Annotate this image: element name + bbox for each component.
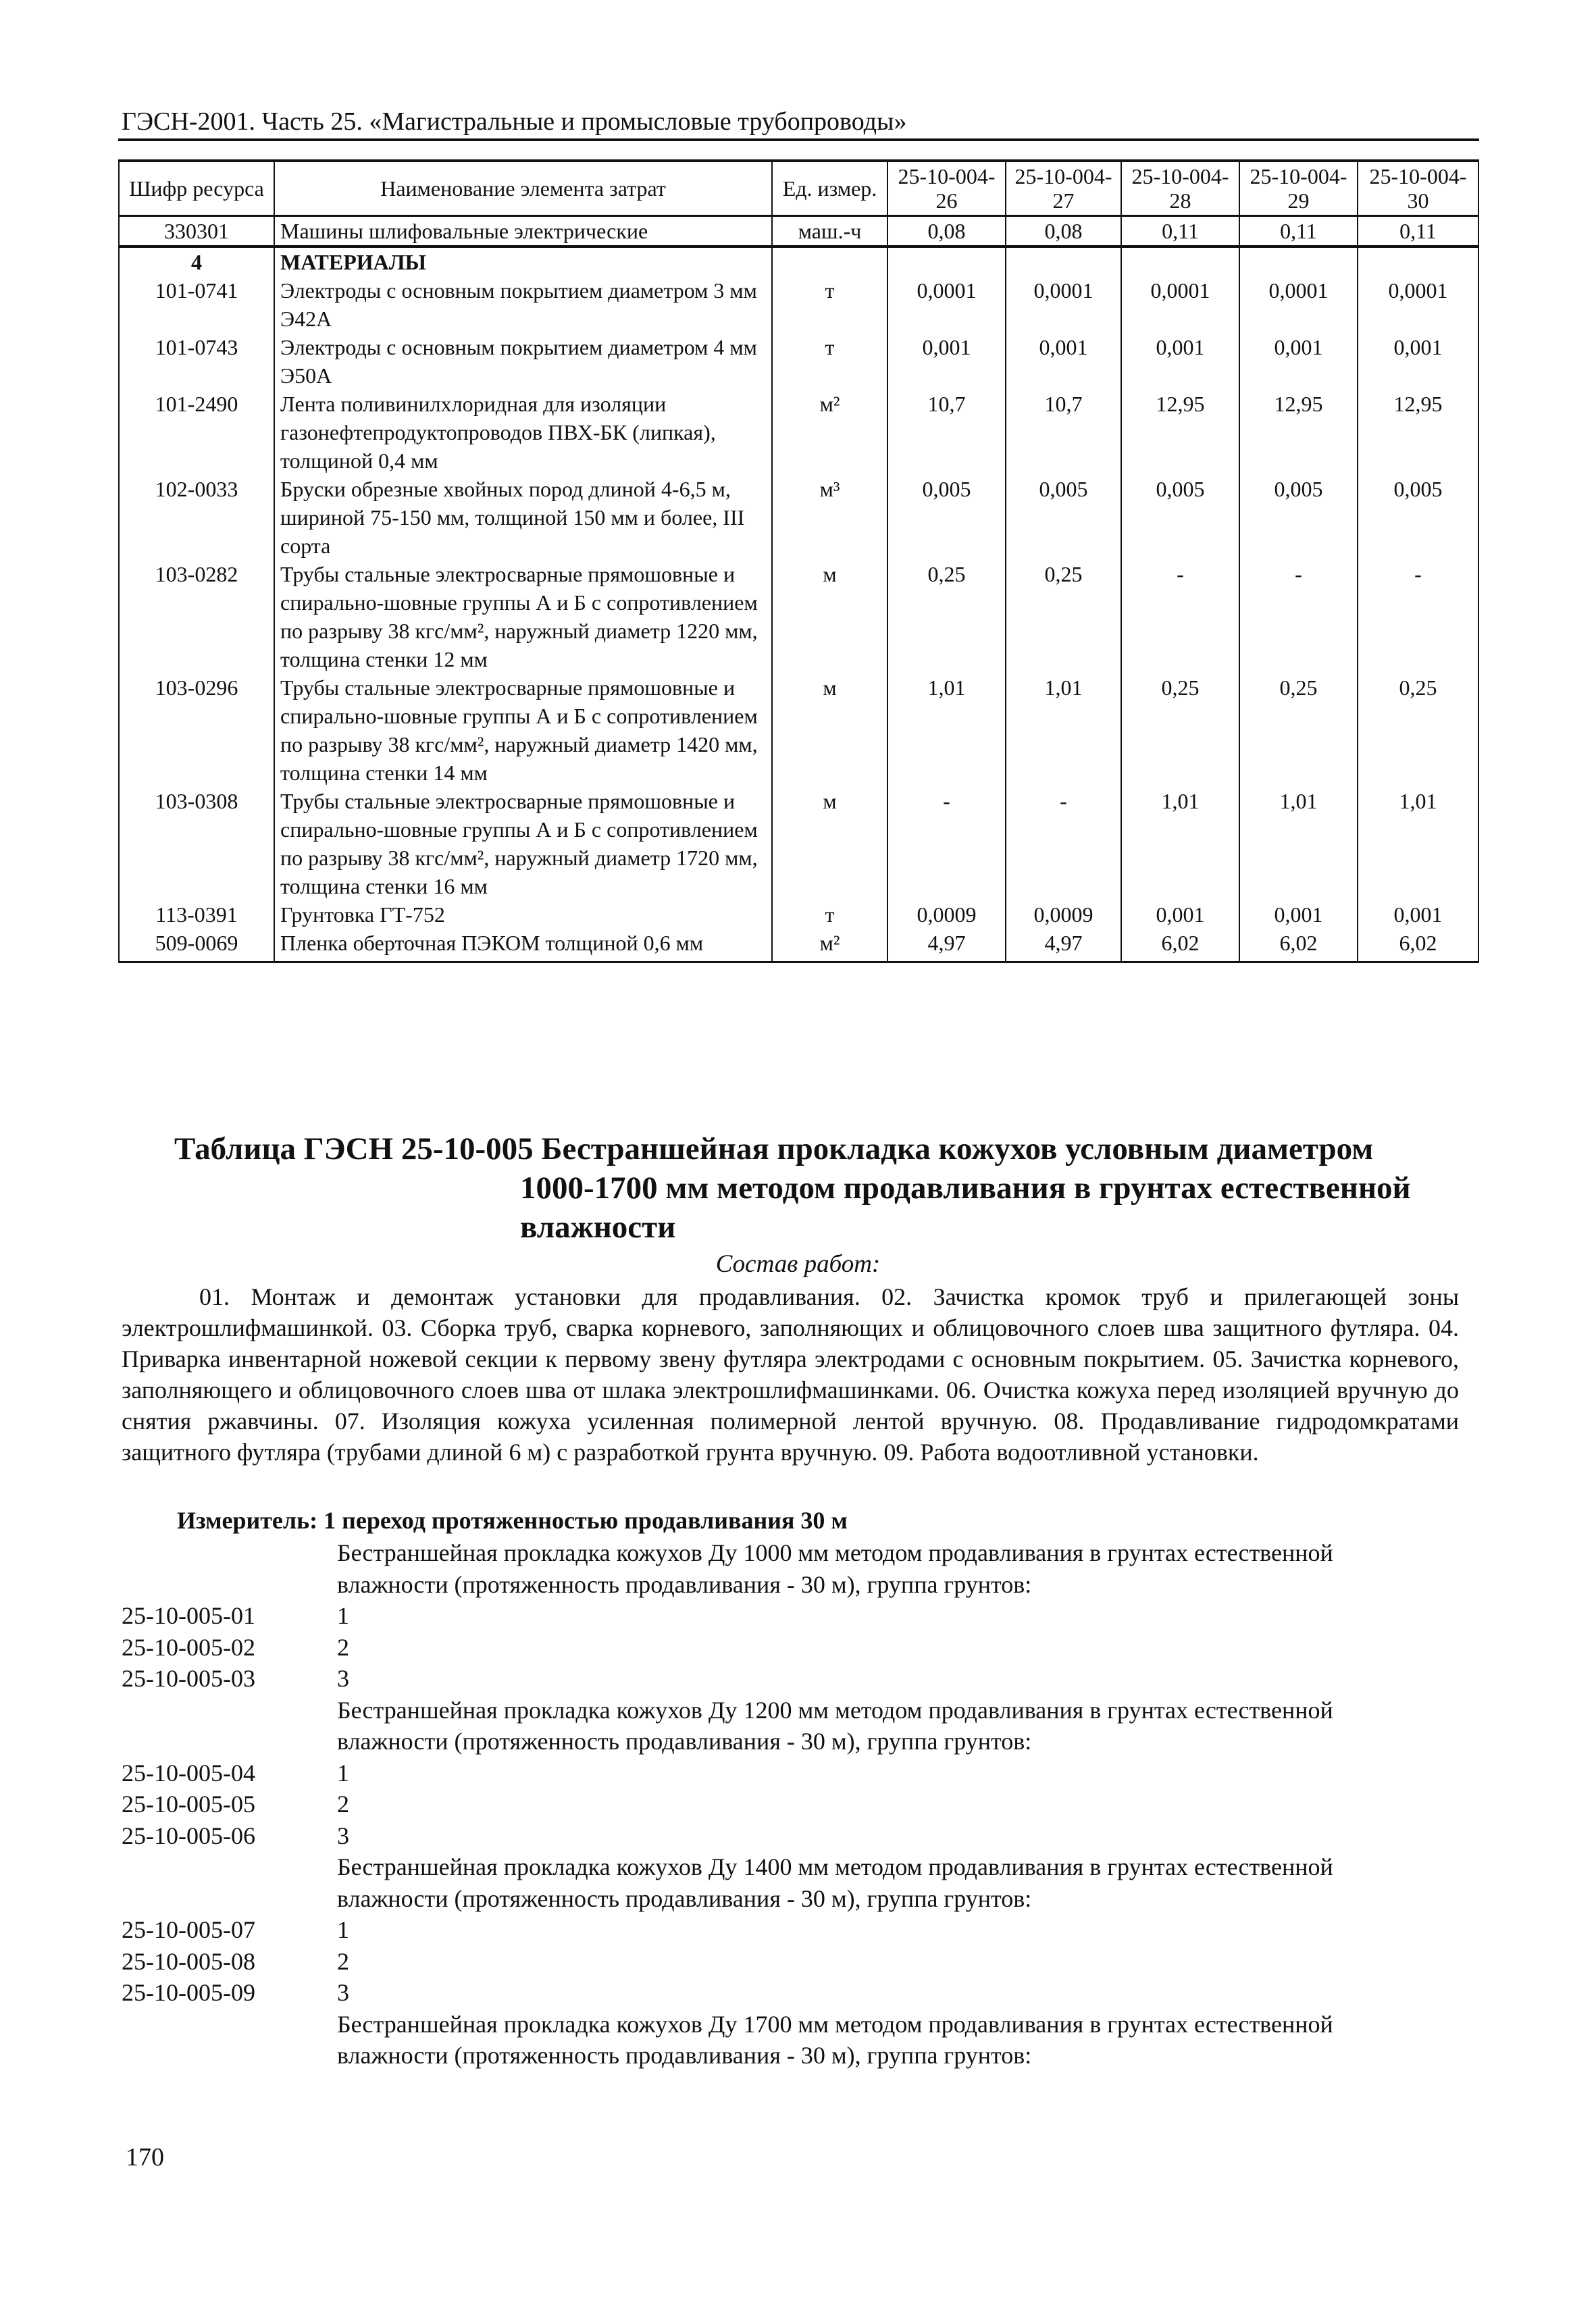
value-cell: 10,7 bbox=[1006, 390, 1121, 475]
soil-group: 2 bbox=[337, 1791, 349, 1818]
norm-code: 25-10-005-01 bbox=[122, 1602, 255, 1629]
value-cell: 4,97 bbox=[887, 929, 1006, 962]
norm-row bbox=[122, 1632, 1337, 1664]
resource-code: 103-0296 bbox=[119, 673, 274, 787]
section-title bbox=[174, 1129, 1491, 1247]
value-cell: 0,001 bbox=[1358, 900, 1478, 929]
value-cell: - bbox=[1121, 560, 1239, 673]
value-cell: 0,11 bbox=[1239, 216, 1358, 247]
value-cell: 0,005 bbox=[887, 475, 1006, 560]
norm-row bbox=[122, 1600, 1337, 1632]
value-cell: 1,01 bbox=[1358, 787, 1478, 900]
table-row bbox=[119, 900, 1478, 929]
unit: т bbox=[772, 900, 887, 929]
value-cell: 0,001 bbox=[1121, 333, 1239, 390]
value-cell: 0,0001 bbox=[887, 276, 1006, 333]
page-number: 170 bbox=[126, 2143, 164, 2171]
table-row bbox=[119, 560, 1478, 673]
table-header-row bbox=[119, 161, 1478, 216]
resource-name: Бруски обрезные хвойных пород длиной 4-6,5 м, шириной 75-150 мм, толщиной 150 мм и более, III сорта bbox=[274, 475, 772, 560]
resource-code: 103-0282 bbox=[119, 560, 274, 673]
resource-code: 509-0069 bbox=[119, 929, 274, 962]
norm-row bbox=[122, 1789, 1337, 1820]
soil-group: 3 bbox=[337, 1822, 349, 1849]
table-row bbox=[119, 276, 1478, 333]
resource-name: Грунтовка ГТ-752 bbox=[274, 900, 772, 929]
table-row bbox=[119, 475, 1478, 560]
value-cell: 0,11 bbox=[1121, 216, 1239, 247]
value-cell: 12,95 bbox=[1239, 390, 1358, 475]
value-cell: 1,01 bbox=[1006, 673, 1121, 787]
norm-row bbox=[122, 1663, 1337, 1695]
soil-group: 2 bbox=[337, 1633, 349, 1661]
column-header: Ед. измер. bbox=[772, 161, 887, 216]
resource-name: Пленка оберточная ПЭКОМ толщиной 0,6 мм bbox=[274, 929, 772, 962]
table-row bbox=[119, 673, 1478, 787]
value-cell: 1,01 bbox=[1121, 787, 1239, 900]
value-cell: 0,001 bbox=[1006, 333, 1121, 390]
group-description: Бестраншейная прокладка кожухов Ду 1000 мм методом продавливания в грунтах естественной влажности (протяженность продавливания - 30 м), группа грунтов: bbox=[337, 1539, 1333, 1598]
column-header: Шифр ресурса bbox=[119, 161, 274, 216]
norm-row bbox=[122, 1820, 1337, 1852]
resource-code: 330301 bbox=[119, 216, 274, 247]
resource-name: Трубы стальные электросварные прямошовные и спирально-шовные группы А и Б с сопротивлением по разрыву 38 кгс/мм², наружный диаметр 1720 мм, толщина стенки 16 мм bbox=[274, 787, 772, 900]
soil-group: 3 bbox=[337, 1665, 349, 1692]
soil-group: 1 bbox=[337, 1916, 349, 1943]
value-cell: 0,001 bbox=[1358, 333, 1478, 390]
value-cell: 10,7 bbox=[887, 390, 1006, 475]
norm-code: 25-10-005-03 bbox=[122, 1665, 255, 1692]
norm-row bbox=[122, 1946, 1337, 1978]
column-header: 25-10-004-27 bbox=[1006, 161, 1121, 216]
value-cell: 0,0009 bbox=[1006, 900, 1121, 929]
column-header: 25-10-004-30 bbox=[1358, 161, 1478, 216]
value-cell: 0,08 bbox=[887, 216, 1006, 247]
value-cell: 0,08 bbox=[1006, 216, 1121, 247]
value-cell: 0,25 bbox=[1006, 560, 1121, 673]
value-cell: - bbox=[887, 787, 1006, 900]
value-cell bbox=[1358, 247, 1478, 276]
norm-code: 25-10-005-04 bbox=[122, 1759, 255, 1786]
value-cell: - bbox=[1239, 560, 1358, 673]
value-cell: 0,005 bbox=[1239, 475, 1358, 560]
unit: м bbox=[772, 787, 887, 900]
value-cell: 0,005 bbox=[1358, 475, 1478, 560]
column-header: 25-10-004-26 bbox=[887, 161, 1006, 216]
soil-group: 2 bbox=[337, 1947, 349, 1975]
value-cell: 12,95 bbox=[1358, 390, 1478, 475]
norm-code: 25-10-005-02 bbox=[122, 1633, 255, 1661]
unit bbox=[772, 247, 887, 276]
resource-table bbox=[118, 159, 1479, 963]
value-cell: 0,001 bbox=[1239, 333, 1358, 390]
resource-name: Трубы стальные электросварные прямошовные и спирально-шовные группы А и Б с сопротивлением по разрыву 38 кгс/мм², наружный диаметр 1420 мм, толщина стенки 14 мм bbox=[274, 673, 772, 787]
norm-row bbox=[122, 1977, 1337, 2009]
value-cell: 0,001 bbox=[887, 333, 1006, 390]
value-cell: 1,01 bbox=[1239, 787, 1358, 900]
group-description: Бестраншейная прокладка кожухов Ду 1700 мм методом продавливания в грунтах естественной влажности (протяженность продавливания - 30 м), группа грунтов: bbox=[337, 2010, 1333, 2069]
group-description: Бестраншейная прокладка кожухов Ду 1200 мм методом продавливания в грунтах естественной влажности (протяженность продавливания - 30 м), группа грунтов: bbox=[337, 1696, 1333, 1755]
table-row bbox=[119, 247, 1478, 276]
value-cell: 0,0009 bbox=[887, 900, 1006, 929]
norm-groups bbox=[122, 1537, 1337, 2072]
value-cell: 0,0001 bbox=[1006, 276, 1121, 333]
value-cell: 6,02 bbox=[1239, 929, 1358, 962]
table-row bbox=[119, 216, 1478, 247]
value-cell bbox=[1121, 247, 1239, 276]
resource-name: Машины шлифовальные электрические bbox=[274, 216, 772, 247]
title-line-3: влажности bbox=[520, 1210, 676, 1245]
table-row bbox=[119, 929, 1478, 962]
resource-code: 103-0308 bbox=[119, 787, 274, 900]
composition-text: 01. Монтаж и демонтаж установки для продавливания. 02. Зачистка кромок труб и прилегающей зоны электрошлифмашинкой. 03. Сборка труб, сварка корневого, заполняющих и облицовочного слоев шва защитного футляра. 04. Приварка инвентарной ножевой секции к первому звену футляра электродами с основным покрытием. 05. Зачистка корневого, заполняющего и облицовочного слоев шва от шлака электрошлифмашинками. 06. Очистка кожуха перед изоляцией вручную до снятия ржавчины. 07. Изоляция кожуха усиленная полимерной лентой вручную. 08. Продавливание гидродомкратами защитного футляра (трубами длиной 6 м) с разработкой грунта вручную. 09. Работа водоотливной установки. bbox=[122, 1283, 1459, 1466]
resource-name: Электроды с основным покрытием диаметром 3 мм Э42А bbox=[274, 276, 772, 333]
unit: т bbox=[772, 276, 887, 333]
measure-unit: Измеритель: 1 переход протяженностью продавливания 30 м bbox=[177, 1507, 848, 1534]
column-header: 25-10-004-29 bbox=[1239, 161, 1358, 216]
unit: маш.-ч bbox=[772, 216, 887, 247]
resource-name: МАТЕРИАЛЫ bbox=[274, 247, 772, 276]
value-cell bbox=[887, 247, 1006, 276]
value-cell bbox=[1239, 247, 1358, 276]
soil-group: 1 bbox=[337, 1602, 349, 1629]
value-cell: 0,25 bbox=[1121, 673, 1239, 787]
value-cell: 0,001 bbox=[1239, 900, 1358, 929]
value-cell: 0,25 bbox=[887, 560, 1006, 673]
title-line-1: Таблица ГЭСН 25-10-005 Бестраншейная прокладка кожухов условным диаметром bbox=[174, 1131, 1374, 1166]
value-cell: 0,0001 bbox=[1121, 276, 1239, 333]
column-header: Наименование элемента затрат bbox=[274, 161, 772, 216]
resource-code: 4 bbox=[119, 247, 274, 276]
resource-name: Трубы стальные электросварные прямошовные и спирально-шовные группы А и Б с сопротивлением по разрыву 38 кгс/мм², наружный диаметр 1220 мм, толщина стенки 12 мм bbox=[274, 560, 772, 673]
table-body bbox=[119, 216, 1478, 962]
value-cell: 4,97 bbox=[1006, 929, 1121, 962]
norm-row bbox=[122, 1757, 1337, 1789]
value-cell: 6,02 bbox=[1121, 929, 1239, 962]
resource-code: 101-0741 bbox=[119, 276, 274, 333]
value-cell: 0,005 bbox=[1006, 475, 1121, 560]
running-header: ГЭСН-2001. Часть 25. «Магистральные и промысловые трубопроводы» bbox=[122, 107, 907, 136]
norm-code: 25-10-005-06 bbox=[122, 1822, 255, 1849]
value-cell: 0,0001 bbox=[1239, 276, 1358, 333]
resource-code: 113-0391 bbox=[119, 900, 274, 929]
value-cell: 1,01 bbox=[887, 673, 1006, 787]
value-cell: 0,001 bbox=[1121, 900, 1239, 929]
value-cell: - bbox=[1358, 560, 1478, 673]
value-cell: 0,25 bbox=[1239, 673, 1358, 787]
composition-heading: Состав работ: bbox=[715, 1250, 881, 1278]
header-rule bbox=[118, 138, 1479, 141]
unit: м bbox=[772, 560, 887, 673]
value-cell: 0,25 bbox=[1358, 673, 1478, 787]
table-row bbox=[119, 390, 1478, 475]
title-line-2: 1000-1700 мм методом продавливания в грунтах естественной bbox=[520, 1171, 1411, 1206]
norm-row bbox=[122, 1914, 1337, 1946]
norm-code: 25-10-005-07 bbox=[122, 1916, 255, 1943]
norm-code: 25-10-005-09 bbox=[122, 1979, 255, 2006]
soil-group: 3 bbox=[337, 1979, 349, 2006]
value-cell: 0,005 bbox=[1121, 475, 1239, 560]
norm-code: 25-10-005-08 bbox=[122, 1947, 255, 1975]
norm-code: 25-10-005-05 bbox=[122, 1791, 255, 1818]
value-cell: 0,0001 bbox=[1358, 276, 1478, 333]
resource-name: Лента поливинилхлоридная для изоляции газонефтепродуктопроводов ПВХ-БК (липкая), толщиной 0,4 мм bbox=[274, 390, 772, 475]
unit: м² bbox=[772, 390, 887, 475]
unit: м² bbox=[772, 929, 887, 962]
resource-code: 101-2490 bbox=[119, 390, 274, 475]
resource-name: Электроды с основным покрытием диаметром 4 мм Э50А bbox=[274, 333, 772, 390]
resource-code: 102-0033 bbox=[119, 475, 274, 560]
table-row bbox=[119, 787, 1478, 900]
unit: м bbox=[772, 673, 887, 787]
value-cell: 0,11 bbox=[1358, 216, 1478, 247]
soil-group: 1 bbox=[337, 1759, 349, 1786]
value-cell: 6,02 bbox=[1358, 929, 1478, 962]
table-row bbox=[119, 333, 1478, 390]
value-cell: - bbox=[1006, 787, 1121, 900]
unit: м³ bbox=[772, 475, 887, 560]
value-cell: 12,95 bbox=[1121, 390, 1239, 475]
resource-code: 101-0743 bbox=[119, 333, 274, 390]
group-description: Бестраншейная прокладка кожухов Ду 1400 мм методом продавливания в грунтах естественной влажности (протяженность продавливания - 30 м), группа грунтов: bbox=[337, 1853, 1333, 1912]
value-cell bbox=[1006, 247, 1121, 276]
unit: т bbox=[772, 333, 887, 390]
column-header: 25-10-004-28 bbox=[1121, 161, 1239, 216]
